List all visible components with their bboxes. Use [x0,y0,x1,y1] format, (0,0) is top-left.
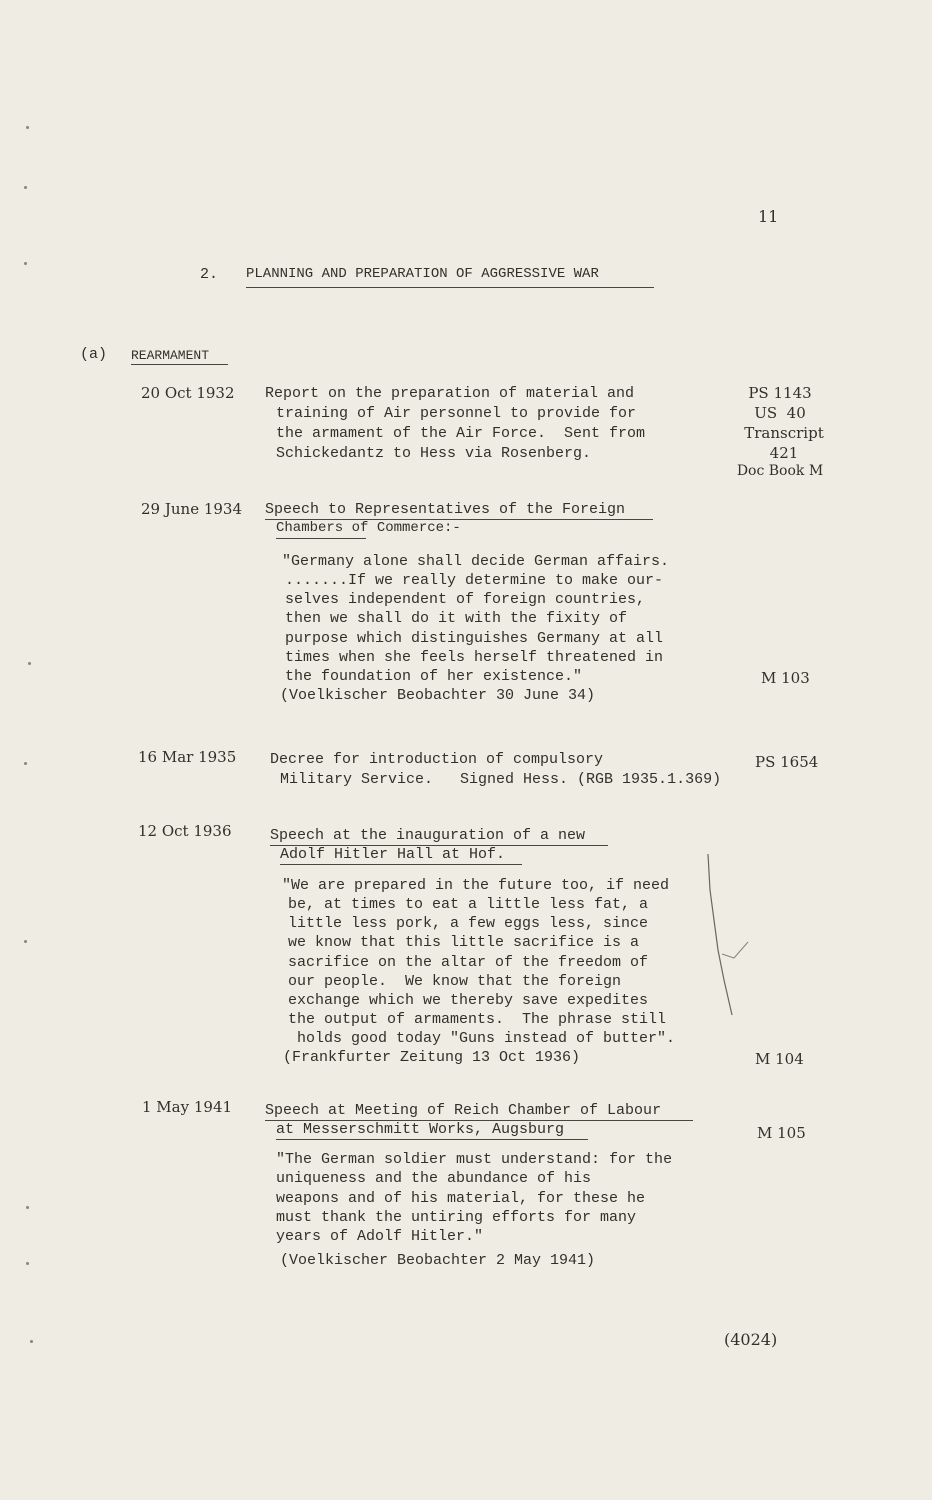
margin-speck [26,1262,29,1265]
section-title-rule [246,287,654,288]
quote-line: times when she feels herself threatened in [285,649,664,666]
quote-citation: (Voelkischer Beobachter 2 May 1941) [280,1252,596,1269]
entry-title-line: Adolf Hitler Hall at Hof. [280,846,506,863]
entry-reference: Doc Book M [736,463,824,479]
margin-speck [24,940,27,943]
entry-date: 29 June 1934 [141,500,243,518]
margin-speck [26,126,29,129]
quote-line: purpose which distinguishes Germany at all [285,630,664,647]
entry-date: 16 Mar 1935 [138,748,237,766]
margin-speck [24,186,27,189]
entry-date: 12 Oct 1936 [138,822,232,840]
entry-date: 1 May 1941 [142,1098,233,1116]
quote-citation: (Voelkischer Beobachter 30 June 34) [280,687,596,704]
section-title: PLANNING AND PREPARATION OF AGGRESSIVE WAR [246,266,599,282]
entry-text-line: Decree for introduction of compulsory [270,751,604,768]
quote-line: exchange which we thereby save expedites [288,992,649,1009]
quote-line: uniqueness and the abundance of his [276,1170,592,1187]
entry-text-line: the armament of the Air Force. Sent from [276,425,646,442]
entry-reference: M 103 [761,669,810,687]
entry-title-line: Speech at the inauguration of a new [270,827,586,844]
entry-title-line: Speech at Meeting of Reich Chamber of Labour [265,1102,662,1119]
entry-title-rule [276,538,366,539]
margin-speck [28,662,31,665]
quote-citation: (Frankfurter Zeitung 13 Oct 1936) [283,1049,581,1066]
quote-line: little less pork, a few eggs less, since [288,915,649,932]
entry-title-line: Chambers of Commerce:- [276,520,461,536]
entry-date: 20 Oct 1932 [141,384,235,402]
quote-line: sacrifice on the altar of the freedom of [288,954,649,971]
entry-text-line: Military Service. Signed Hess. (RGB 1935.1.369) [280,771,722,788]
quote-line: then we shall do it with the fixity of [285,610,628,627]
page-number: 11 [758,207,779,226]
margin-speck [24,262,27,265]
entry-title-rule [276,1139,588,1140]
quote-line: "The German soldier must understand: for the [276,1151,673,1168]
quote-line: "We are prepared in the future too, if need [282,877,670,894]
section-number: 2. [200,266,219,283]
entry-reference: M 104 [755,1050,804,1068]
entry-reference: M 105 [757,1124,806,1142]
quote-line: be, at times to eat a little less fat, a [288,896,649,913]
entry-reference: PS 1143 [748,384,812,402]
margin-speck [24,762,27,765]
entry-reference: US 40 [754,404,806,422]
quote-line: weapons and of his material, for these he [276,1190,646,1207]
subsection-label: (a) [80,346,108,363]
entry-reference: Transcript [744,424,824,442]
subsection-title: REARMAMENT [131,348,210,363]
quote-line: must thank the untiring efforts for many [276,1209,637,1226]
quote-line: selves independent of foreign countries, [285,591,646,608]
quote-line: the output of armaments. The phrase still [288,1011,667,1028]
entry-text-line: Schickedantz to Hess via Rosenberg. [276,445,592,462]
entry-text-line: Report on the preparation of material and [265,385,635,402]
entry-title-rule [280,864,522,865]
quote-line: our people. We know that the foreign [288,973,622,990]
quote-line: years of Adolf Hitler." [276,1228,484,1245]
entry-title-line: at Messerschmitt Works, Augsburg [276,1121,565,1138]
subsection-title-rule [131,364,228,365]
quote-line: holds good today "Guns instead of butter". [288,1030,676,1047]
entry-title-line: Speech to Representatives of the Foreign [265,501,626,518]
quote-line: .......If we really determine to make our- [285,572,664,589]
quote-line: the foundation of her existence." [285,668,583,685]
margin-speck [30,1340,33,1343]
quote-line: "Germany alone shall decide German affairs. [282,553,670,570]
margin-speck [26,1206,29,1209]
pencil-margin-mark [700,850,760,1030]
entry-text-line: training of Air personnel to provide for [276,405,637,422]
entry-reference: PS 1654 [755,753,819,771]
entry-reference: 421 [769,444,799,462]
quote-line: we know that this little sacrifice is a [288,934,640,951]
document-code: (4024) [724,1330,778,1349]
